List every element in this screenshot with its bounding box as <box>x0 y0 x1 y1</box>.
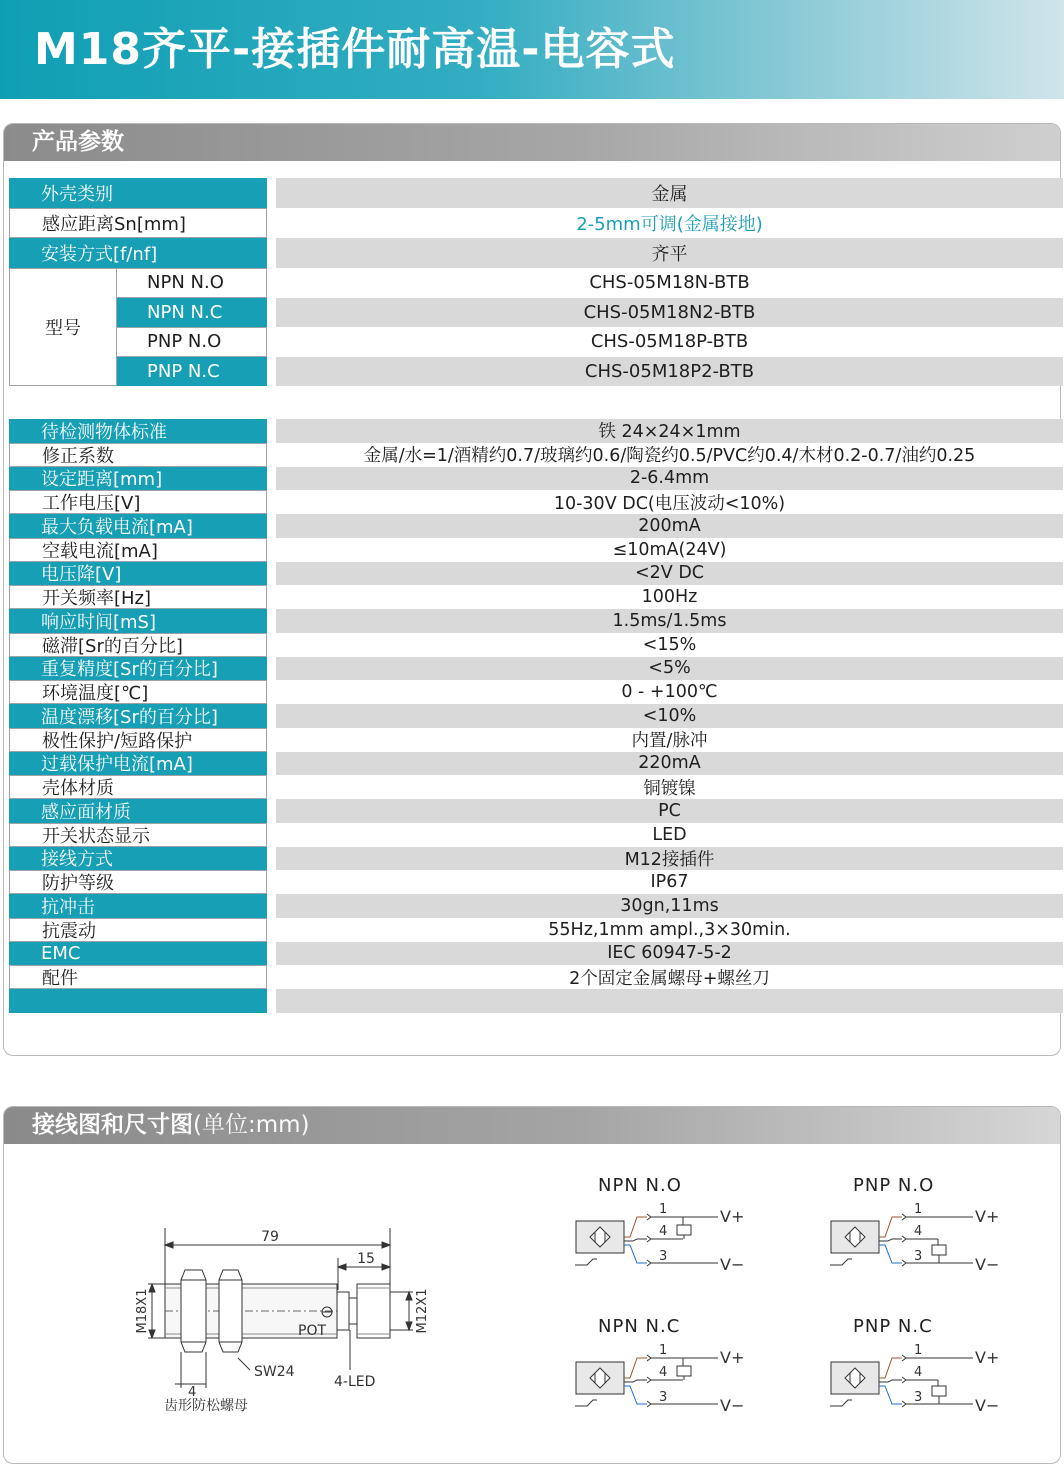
spec-label: 极性保护/短路保护 <box>9 728 267 752</box>
spec-value: ≤10mA(24V) <box>276 538 1063 562</box>
spec-row <box>9 728 1055 752</box>
spec-row <box>9 238 1055 268</box>
spec-row <box>9 775 1055 799</box>
pin-label-3: 3 <box>659 1390 668 1405</box>
wiring-title: PNP N.O <box>853 1175 935 1196</box>
pin-label-4: 4 <box>659 1365 668 1380</box>
dim-sw-label: SW24 <box>254 1364 295 1380</box>
spec-label: EMC <box>9 942 267 966</box>
spec-value: 30gn,11ms <box>276 894 1063 918</box>
spec-row <box>9 965 1055 989</box>
spec-value: 1.5ms/1.5ms <box>276 609 1063 633</box>
model-row <box>9 327 1055 357</box>
wiring-title: NPN N.O <box>598 1175 682 1196</box>
vminus-label: V− <box>720 1396 745 1415</box>
model-number: CHS-05M18N2-BTB <box>276 298 1063 328</box>
pin-label-1: 1 <box>914 1202 923 1217</box>
spec-row <box>9 989 1055 1013</box>
spec-row <box>9 894 1055 918</box>
spec-value: 内置/脉冲 <box>276 728 1063 752</box>
spec-label: 设定距离[mm] <box>9 467 267 491</box>
model-type: NPN N.C <box>117 298 267 328</box>
spec-label: 感应面材质 <box>9 799 267 823</box>
pin-label-1: 1 <box>659 1202 668 1217</box>
spec-row <box>9 538 1055 562</box>
spec-value: 齐平 <box>276 238 1063 268</box>
spec-value: 10-30V DC(电压波动<10%) <box>276 490 1063 514</box>
spec-value: M12接插件 <box>276 847 1063 871</box>
model-type: PNP N.C <box>117 357 267 387</box>
spec-label: 配件 <box>9 965 267 989</box>
spec-value: 铜镀镍 <box>276 775 1063 799</box>
wiring-title: PNP N.C <box>853 1316 933 1337</box>
model-type: PNP N.O <box>117 327 267 357</box>
spec-value: 200mA <box>276 514 1063 538</box>
spec-label: 最大负载电流[mA] <box>9 514 267 538</box>
spec-label: 修正系数 <box>9 443 267 467</box>
wiring-diagram <box>830 1340 1030 1430</box>
model-number: CHS-05M18P2-BTB <box>276 357 1063 387</box>
vplus-label: V+ <box>720 1348 745 1367</box>
spec-value: IP67 <box>276 870 1063 894</box>
spec-value: 2-6.4mm <box>276 467 1063 491</box>
vplus-label: V+ <box>975 1348 1000 1367</box>
spec-row <box>9 443 1055 467</box>
wiring-section-unit: (单位:mm) <box>193 1112 310 1138</box>
dim-connector-length: 15 <box>357 1251 375 1267</box>
dim-nut-width: 4 <box>188 1385 197 1400</box>
spec-value: 金属/水=1/酒精约0.7/玻璃约0.6/陶瓷约0.5/PVC约0.4/木材0.2-0.7/油约0.25 <box>276 443 1063 467</box>
spec-value: <15% <box>276 633 1063 657</box>
vminus-label: V− <box>720 1255 745 1274</box>
spec-label: 待检测物体标准 <box>9 419 267 443</box>
spec-label: 重复精度[Sr的百分比] <box>9 657 267 681</box>
wiring-title: NPN N.C <box>598 1316 681 1337</box>
spec-value: 2-5mm可调(金属接地) <box>276 208 1063 238</box>
spec-row <box>9 467 1055 491</box>
pin-label-1: 1 <box>659 1343 668 1358</box>
spec-value: <5% <box>276 657 1063 681</box>
spec-row <box>9 870 1055 894</box>
spec-label: 外壳类别 <box>9 178 267 208</box>
spec-row <box>9 680 1055 704</box>
spec-value: 100Hz <box>276 585 1063 609</box>
spec-label: 工作电压[V] <box>9 490 267 514</box>
spec-label: 环境温度[℃] <box>9 680 267 704</box>
pin-label-3: 3 <box>914 1249 923 1264</box>
spec-row <box>9 178 1055 208</box>
spec-label: 电压降[V] <box>9 562 267 586</box>
model-row <box>9 268 1055 298</box>
pin-label-1: 1 <box>914 1343 923 1358</box>
pin-label-4: 4 <box>914 1365 923 1380</box>
spec-label: 温度漂移[Sr的百分比] <box>9 704 267 728</box>
wiring-diagram <box>830 1199 1030 1289</box>
dimension-drawing <box>120 1218 440 1418</box>
spec-label: 壳体材质 <box>9 775 267 799</box>
spec-value: 金属 <box>276 178 1063 208</box>
wiring-diagram <box>575 1340 775 1430</box>
spec-row <box>9 609 1055 633</box>
vplus-label: V+ <box>720 1207 745 1226</box>
spec-label: 防护等级 <box>9 870 267 894</box>
spec-row <box>9 657 1055 681</box>
spec-row <box>9 419 1055 443</box>
wiring-section-title: 接线图和尺寸图 <box>32 1112 193 1138</box>
spec-value: <10% <box>276 704 1063 728</box>
model-label: 型号 <box>9 268 117 386</box>
spec-value: 55Hz,1mm ampl.,3×30min. <box>276 918 1063 942</box>
params-section-title: 产品参数 <box>32 129 124 155</box>
spec-value: PC <box>276 799 1063 823</box>
title-banner <box>0 0 1064 99</box>
model-number: CHS-05M18P-BTB <box>276 327 1063 357</box>
vplus-label: V+ <box>975 1207 1000 1226</box>
dim-thread-connector: M12X1 <box>415 1288 430 1334</box>
spec-row <box>9 942 1055 966</box>
spec-row <box>9 704 1055 728</box>
spec-label: 开关频率[Hz] <box>9 585 267 609</box>
spec-value: 2个固定金属螺母+螺丝刀 <box>276 965 1063 989</box>
spec-value: 220mA <box>276 752 1063 776</box>
spec-value: LED <box>276 823 1063 847</box>
spec-label: 抗冲击 <box>9 894 267 918</box>
spec-label: 安装方式[f/nf] <box>9 238 267 268</box>
pin-label-4: 4 <box>659 1224 668 1239</box>
spec-row <box>9 633 1055 657</box>
vminus-label: V− <box>975 1396 1000 1415</box>
spec-label: 开关状态显示 <box>9 823 267 847</box>
spec-row <box>9 562 1055 586</box>
wiring-panel-header <box>4 1107 1060 1144</box>
spec-label: 磁滞[Sr的百分比] <box>9 633 267 657</box>
dim-pot-label: POT <box>298 1323 327 1339</box>
pin-label-3: 3 <box>659 1249 668 1264</box>
spec-row <box>9 799 1055 823</box>
params-panel-header <box>4 124 1060 161</box>
spec-label: 感应距离Sn[mm] <box>9 208 267 238</box>
spec-label: 抗震动 <box>9 918 267 942</box>
pin-label-3: 3 <box>914 1390 923 1405</box>
spec-label: 接线方式 <box>9 847 267 871</box>
spec-value <box>276 989 1063 1013</box>
spec-row <box>9 918 1055 942</box>
spec-value: 铁 24×24×1mm <box>276 419 1063 443</box>
dim-total-length: 79 <box>261 1229 279 1245</box>
model-row <box>9 298 1055 328</box>
pin-label-4: 4 <box>914 1224 923 1239</box>
spec-value: 0 - +100℃ <box>276 680 1063 704</box>
vminus-label: V− <box>975 1255 1000 1274</box>
model-type: NPN N.O <box>117 268 267 298</box>
spec-row <box>9 823 1055 847</box>
spec-value: <2V DC <box>276 562 1063 586</box>
dim-led-label: 4-LED <box>334 1374 376 1390</box>
spec-row <box>9 490 1055 514</box>
spec-label: 空载电流[mA] <box>9 538 267 562</box>
spec-label: 响应时间[mS] <box>9 609 267 633</box>
spec-row <box>9 585 1055 609</box>
model-number: CHS-05M18N-BTB <box>276 268 1063 298</box>
dim-nut-label: 齿形防松螺母 <box>164 1398 248 1414</box>
spec-value: IEC 60947-5-2 <box>276 942 1063 966</box>
spec-row <box>9 208 1055 238</box>
spec-label <box>9 989 267 1013</box>
dim-thread-body: M18X1 <box>135 1288 150 1334</box>
model-row <box>9 357 1055 387</box>
spec-row <box>9 514 1055 538</box>
spec-row <box>9 847 1055 871</box>
spec-row <box>9 752 1055 776</box>
page-title: M18齐平-接插件耐高温-电容式 <box>34 24 676 75</box>
spec-label: 过载保护电流[mA] <box>9 752 267 776</box>
wiring-diagram <box>575 1199 775 1289</box>
